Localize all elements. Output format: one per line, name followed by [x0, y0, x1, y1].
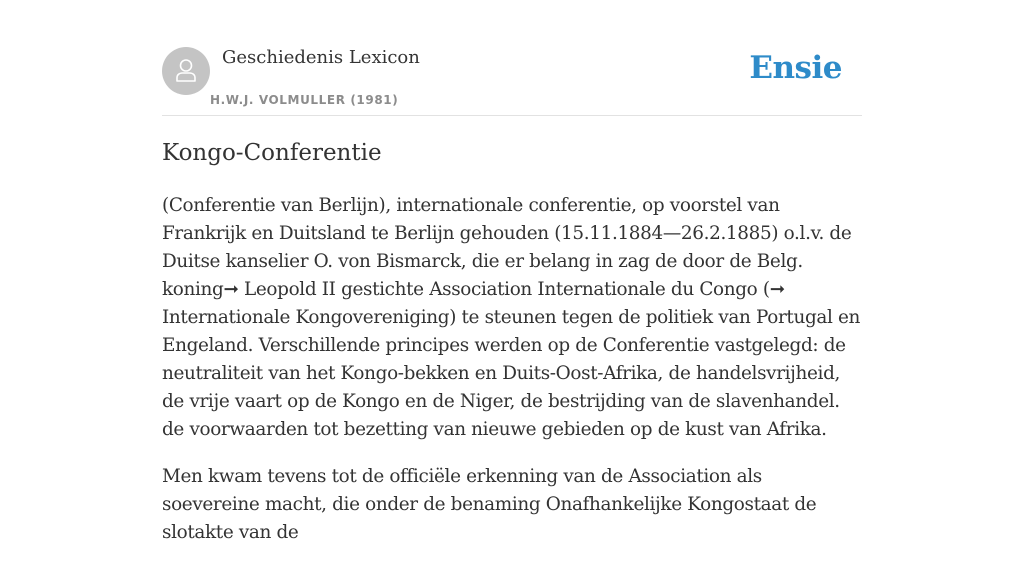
source-title[interactable]: Geschiedenis Lexicon	[222, 47, 420, 68]
paragraph-text: Leopold II gestichte Association Internationale du Congo (	[238, 279, 770, 300]
paragraph-text: (Conferentie van Berlijn), internationale conferentie, op voorstel van Frankrijk en Duitsland te Berlijn gehouden (15.11.1884—26.2.1885) o.l.v. de Duitse kanselier O. von Bismarck, die er belang in zag de door de Belg. koning	[162, 195, 852, 300]
article-title: Kongo-Conferentie	[162, 140, 382, 166]
cross-reference-arrow-icon[interactable]: ➞	[223, 279, 239, 300]
paragraph-text: Internationale Kongovereniging) te steunen tegen de politiek van Portugal en Engeland. Verschillende principes werden op de Conferentie vastgelegd: de neutraliteit van het Kongo-bekken en Duits-Oost-Afrika, de handelsvrijheid, de vrije vaart op de Kongo en de Niger, de bestrijding van de slavenhandel. de voorwaarden tot bezetting van nieuwe gebieden op de kust van Afrika.	[162, 307, 861, 440]
cross-reference-arrow-icon[interactable]: ➞	[769, 279, 785, 300]
user-silhouette-icon	[162, 47, 210, 95]
article-paragraph-1	[162, 192, 862, 444]
author-byline[interactable]: H.W.J. VOLMULLER (1981)	[210, 93, 399, 107]
header-divider	[162, 115, 862, 116]
article-body	[162, 192, 862, 566]
article-paragraph-2: Men kwam tevens tot de officiële erkenning van de Association als soevereine macht, die onder de benaming Onafhankelijke Kongostaat de slotakte van de	[162, 466, 817, 543]
ensie-logo[interactable]: Ensie	[749, 50, 842, 86]
source-header	[162, 46, 862, 116]
avatar[interactable]	[162, 47, 210, 95]
